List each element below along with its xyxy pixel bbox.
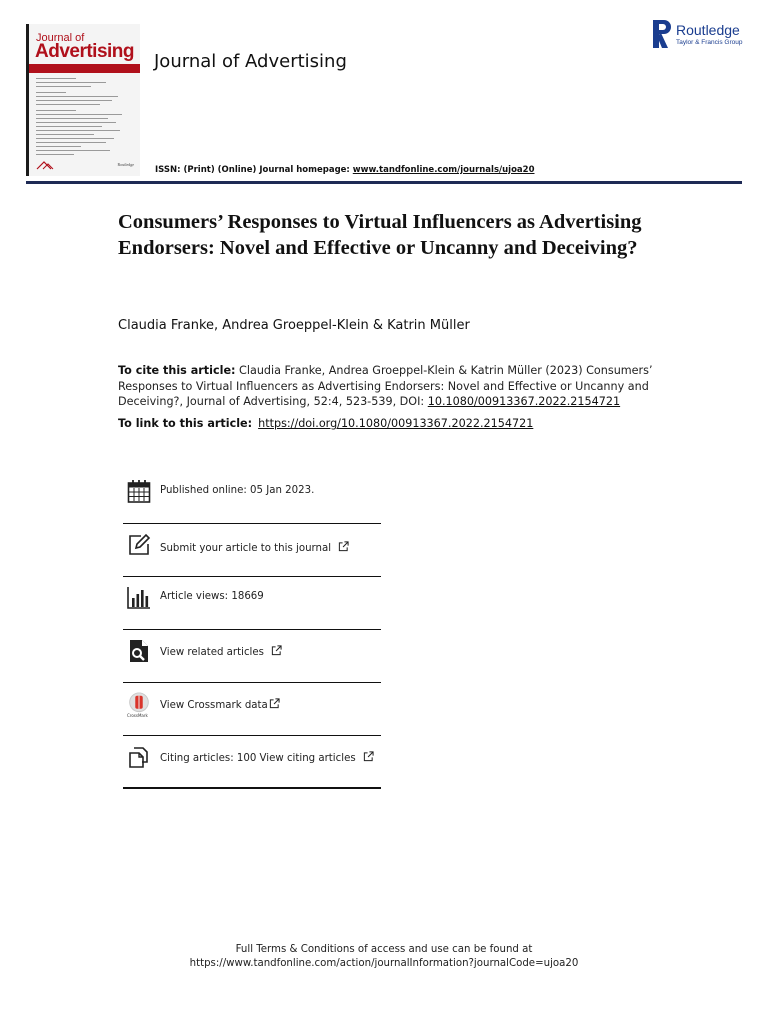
divider bbox=[123, 735, 381, 736]
header-divider bbox=[26, 181, 742, 184]
journal-name: Journal of Advertising bbox=[154, 51, 347, 72]
bar-chart-icon bbox=[127, 586, 151, 610]
edit-icon bbox=[127, 533, 151, 557]
published-row bbox=[123, 479, 381, 519]
issn-line bbox=[155, 165, 535, 175]
crossmark-icon-label: CrossMark bbox=[127, 713, 148, 718]
published-date: Published online: 05 Jan 2023. bbox=[160, 485, 315, 496]
article-views-row bbox=[123, 586, 381, 626]
submit-article-row[interactable] bbox=[123, 533, 381, 573]
link-label: To link to this article: bbox=[118, 417, 253, 430]
citation-text: Claudia Franke, Andrea Groeppel-Klein & Katrin Müller (2023) Consumers’ Responses to Virtual Influencers as Advertising Endorsers: Novel and Effective or Uncanny and Deceiving?, Journal of Advertising, 52:4, 523-539, DOI: bbox=[118, 364, 653, 408]
divider bbox=[123, 682, 381, 683]
divider bbox=[123, 576, 381, 577]
terms-text: Full Terms & Conditions of access and use can be found at bbox=[235, 944, 533, 955]
related-articles-row[interactable] bbox=[123, 639, 381, 679]
publisher-name: Routledge bbox=[676, 22, 740, 38]
document-search-icon bbox=[127, 639, 151, 663]
external-link-icon bbox=[271, 645, 282, 656]
article-authors: Claudia Franke, Andrea Groeppel-Klein & Katrin Müller bbox=[118, 318, 470, 333]
external-link-icon bbox=[269, 698, 280, 709]
citing-articles-link[interactable]: Citing articles: 100 View citing articles bbox=[160, 753, 356, 764]
terms-url[interactable]: https://www.tandfonline.com/action/journalInformation?journalCode=ujoa20 bbox=[189, 958, 579, 969]
submit-article-link[interactable]: Submit your article to this journal bbox=[160, 543, 332, 554]
crossmark-link[interactable]: View Crossmark data bbox=[160, 700, 268, 711]
cover-title-large: Advertising bbox=[35, 41, 135, 62]
citation-doi-link[interactable]: 10.1080/00913367.2022.2154721 bbox=[427, 395, 621, 408]
article-views: Article views: 18669 bbox=[160, 591, 264, 602]
divider bbox=[123, 629, 381, 630]
routledge-r-icon bbox=[652, 20, 672, 48]
calendar-icon bbox=[127, 479, 151, 503]
external-link-icon bbox=[338, 541, 349, 552]
cover-title-small: Journal of bbox=[36, 32, 85, 44]
article-title: Consumers’ Responses to Virtual Influencers as Advertising Endorsers: Novel and Effective or Uncanny and Deceiving? bbox=[118, 211, 642, 259]
cover-publisher-mark: Routledge bbox=[117, 162, 134, 167]
publisher-logo bbox=[652, 20, 752, 50]
crossmark-row[interactable] bbox=[123, 692, 381, 732]
citation-label: To cite this article: bbox=[118, 364, 236, 377]
issn-prefix: ISSN: (Print) (Online) Journal homepage: bbox=[155, 165, 353, 175]
citation-block bbox=[118, 363, 658, 410]
divider bbox=[123, 523, 381, 524]
journal-homepage-link[interactable]: www.tandfonline.com/journals/ujoa20 bbox=[352, 165, 535, 175]
external-link-icon bbox=[363, 751, 374, 762]
journal-cover-image bbox=[26, 24, 140, 176]
citing-articles-row[interactable] bbox=[123, 745, 381, 785]
cover-band bbox=[29, 64, 140, 73]
related-articles-link[interactable]: View related articles bbox=[160, 647, 264, 658]
divider bbox=[123, 787, 381, 789]
article-doi-link[interactable]: https://doi.org/10.1080/00913367.2022.2154721 bbox=[258, 417, 534, 430]
terms-footer bbox=[0, 943, 768, 971]
citing-documents-icon bbox=[127, 745, 151, 769]
article-link-block bbox=[118, 417, 533, 430]
publisher-tagline: Taylor & Francis Group bbox=[676, 39, 743, 46]
cover-association-logo bbox=[35, 160, 61, 170]
